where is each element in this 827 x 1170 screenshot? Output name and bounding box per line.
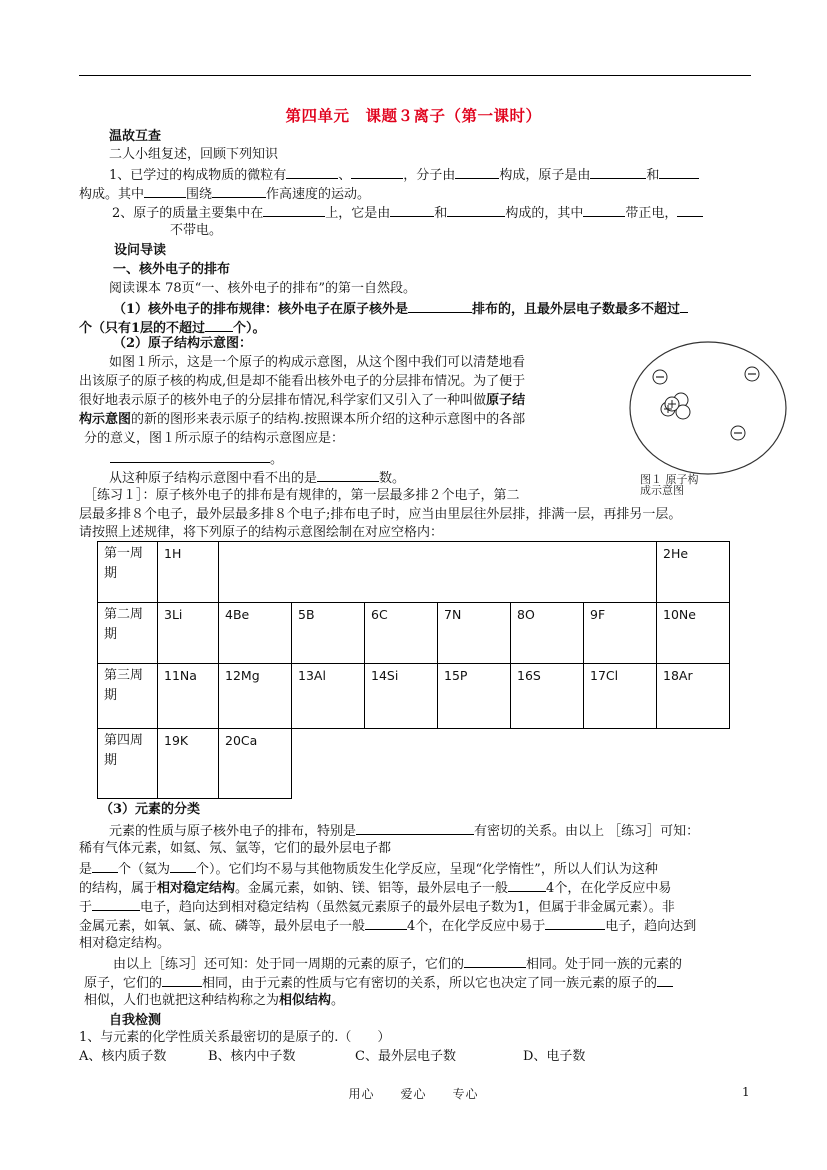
text: 围绕 xyxy=(186,187,213,202)
option-b[interactable]: B、核内中子数 xyxy=(208,1049,296,1064)
text: 个）。 xyxy=(233,321,266,336)
text: 和 xyxy=(646,168,660,183)
text: 4个，在化学反应中易 xyxy=(546,881,672,896)
blank[interactable] xyxy=(390,203,434,217)
review-q1-line2 xyxy=(79,184,370,203)
figure-caption: 成示意图 xyxy=(640,484,684,495)
text: 1、已学过的构成物质的微粒有 xyxy=(109,168,287,183)
answer-line xyxy=(110,449,283,468)
element-cell[interactable]: 20Ca xyxy=(219,729,292,799)
review-q2-line1 xyxy=(112,203,703,222)
text: 电子，趋向达到相对稳定结构（虽然氦元素原子的最外层电子数为1，但属于非金属元素）。非 xyxy=(140,900,675,915)
page-title: 第四单元 课题３离子（第一课时） xyxy=(285,106,542,125)
element-cell[interactable]: 10Ne xyxy=(657,603,730,664)
atom-boundary xyxy=(630,342,786,474)
blank[interactable] xyxy=(408,299,472,313)
period-label: 第一周期 xyxy=(98,542,158,603)
exercise-line: 层最多排８个电子，最外层最多排８个电子;排布电子时，应当由里层往外层排，排满一层，再排另一层。 xyxy=(79,507,682,522)
element-cell[interactable]: 2He xyxy=(657,542,730,603)
text: 。 xyxy=(270,452,284,467)
para-line: 如图１所示，这是一个原子的构成示意图，从这个图中我们可以清楚地看 xyxy=(109,355,526,370)
text: 个（只有1层的不超过 xyxy=(79,321,206,336)
text: 、 xyxy=(338,168,352,183)
text: 元素的性质与原子核外电子的排布，特别是 xyxy=(109,824,357,839)
figure-caption: 图１ 原子构 xyxy=(640,473,699,486)
element-cell[interactable]: 19K xyxy=(158,729,219,799)
classify-line xyxy=(84,973,673,992)
text: 2、原子的质量主要集中在 xyxy=(112,206,264,221)
element-cell[interactable]: 15P xyxy=(438,664,511,729)
blank[interactable] xyxy=(110,449,270,463)
atom-diagram-svg xyxy=(628,340,788,495)
para-line xyxy=(79,411,525,428)
review-intro: 二人小组复述，回顾下列知识 xyxy=(109,147,279,162)
periodic-table xyxy=(97,541,730,799)
text: 个（氦为 xyxy=(118,862,171,877)
guide-heading: 设问导读 xyxy=(114,243,167,258)
text: 的新的图形来表示原子的结构.按照课本所介绍的这种示意图中的各部 xyxy=(131,412,526,427)
text: （1）核外电子的排布规律：核外电子在原子核外是 xyxy=(113,302,409,317)
empty-cell xyxy=(292,729,730,799)
text: 带正电， xyxy=(625,206,678,221)
text: 。金属元素，如钠、镁、铝等，最外层电子一般 xyxy=(235,881,509,896)
text: 构成，原子是由 xyxy=(499,168,591,183)
text: 相对稳定结构 xyxy=(157,881,236,896)
classify-line xyxy=(84,992,344,1009)
text: 4个，在化学反应中易于 xyxy=(407,919,546,934)
period-label: 第四周期 xyxy=(98,729,158,799)
element-cell[interactable]: 1H xyxy=(158,542,219,603)
element-cell[interactable]: 8O xyxy=(511,603,584,664)
classify-heading: （3）元素的分类 xyxy=(100,802,201,817)
empty-cell xyxy=(219,542,657,603)
text: 构示意图 xyxy=(79,412,132,427)
blank[interactable] xyxy=(170,859,196,873)
text: 相同，由于元素的性质与它有密切的关系，所以它也决定了同一族元素的原子的 xyxy=(202,976,658,991)
classify-line xyxy=(109,821,699,840)
reading-instruction: 阅读课本 78页“一、核外电子的排布”的第一自然段。 xyxy=(109,281,416,296)
text: 电子，趋向达到 xyxy=(605,919,697,934)
blank[interactable] xyxy=(212,184,266,198)
classify-line: 稀有气体元素，如氦、氖、氩等，它们的最外层电子都 xyxy=(79,841,392,856)
blank[interactable] xyxy=(263,203,325,217)
text: 是 xyxy=(79,862,93,877)
para-line: 分的意义，图１所示原子的结构示意图应是： xyxy=(84,431,345,446)
option-d[interactable]: D、电子数 xyxy=(523,1049,586,1064)
blank[interactable] xyxy=(365,916,407,930)
para-line: 出该原子的原子核的构成,但是却不能看出核外电子的分层排布情况。为了便于 xyxy=(79,374,526,389)
blank[interactable] xyxy=(590,165,646,179)
classify-line xyxy=(79,859,658,878)
classify-line xyxy=(79,897,675,916)
text: 原子结 xyxy=(486,393,526,408)
blank[interactable] xyxy=(680,299,688,313)
element-cell[interactable]: 14Si xyxy=(365,664,438,729)
blank[interactable] xyxy=(92,859,118,873)
element-cell[interactable]: 12Mg xyxy=(219,664,292,729)
rule-line1 xyxy=(113,299,688,318)
blank[interactable] xyxy=(508,878,546,892)
page-number: 1 xyxy=(742,1085,750,1099)
text: 有密切的关系。由以上 ［练习］可知： xyxy=(474,824,700,839)
classify-line xyxy=(79,878,671,897)
exercise-line: 请按照上述规律，将下列原子的结构示意图绘制在对应空格内： xyxy=(79,525,444,540)
review-q1-line1 xyxy=(109,165,699,184)
blank[interactable] xyxy=(144,184,186,198)
text: 个）。它们均不易与其他物质发生化学反应，呈现“化学惰性”，所以人们认为这种 xyxy=(196,862,658,877)
review-heading: 温故互查 xyxy=(109,129,162,144)
text: 相似，人们也就把这种结构称之为 xyxy=(84,993,280,1008)
text: （2）原子结构示意图： xyxy=(113,336,253,351)
blank[interactable] xyxy=(455,165,499,179)
text: 由以上［练习］还可知：处于同一周期的元素的原子，它们的 xyxy=(113,957,465,972)
text: 。 xyxy=(331,993,345,1008)
text: 相同。处于同一族的元素的 xyxy=(526,957,683,972)
text: 很好地表示原子的核外电子的分层排布情况,科学家们又引入了一种叫做 xyxy=(79,393,487,408)
text: 数。 xyxy=(379,471,406,486)
section1-heading: 一、核外电子的排布 xyxy=(113,262,231,277)
header-rule xyxy=(79,75,751,76)
self-check-heading: 自我检测 xyxy=(109,1013,162,1028)
option-c[interactable]: C、最外层电子数 xyxy=(355,1049,456,1064)
diagram-heading xyxy=(113,335,252,352)
para-line xyxy=(109,468,405,487)
period-label: 第三周期 xyxy=(98,664,158,729)
text: 构成的，其中 xyxy=(505,206,584,221)
review-q2-line2: 不带电。 xyxy=(170,223,223,238)
element-cell[interactable]: 3Li xyxy=(158,603,219,664)
table-row xyxy=(98,729,730,799)
text: 和 xyxy=(434,206,448,221)
text: ，分子由 xyxy=(403,168,456,183)
element-cell[interactable]: 4Be xyxy=(219,603,292,664)
blank[interactable] xyxy=(464,954,526,968)
period-label: 第二周期 xyxy=(98,603,158,664)
blank[interactable] xyxy=(659,165,699,179)
element-cell[interactable]: 6C xyxy=(365,603,438,664)
table-row xyxy=(98,603,730,664)
classify-line: 相对稳定结构。 xyxy=(79,936,171,951)
classify-line xyxy=(79,916,696,935)
blank[interactable] xyxy=(286,165,338,179)
question: 1、与元素的化学性质关系最密切的是原子的.（ ） xyxy=(79,1030,391,1045)
atom-figure xyxy=(628,340,788,495)
blank[interactable] xyxy=(351,165,403,179)
table-row xyxy=(98,664,730,729)
element-cell[interactable]: 9F xyxy=(584,603,657,664)
table-row xyxy=(98,542,730,603)
blank[interactable] xyxy=(205,318,233,332)
text: 作高速度的运动。 xyxy=(266,187,371,202)
blank[interactable] xyxy=(317,468,379,482)
footer-motto: 用心 爱心 专心 xyxy=(348,1087,479,1101)
text: 从这种原子结构示意图中看不出的是 xyxy=(109,471,318,486)
blank[interactable] xyxy=(92,897,140,911)
element-cell[interactable]: 17Cl xyxy=(584,664,657,729)
blank[interactable] xyxy=(583,203,625,217)
element-cell[interactable]: 13Al xyxy=(292,664,365,729)
text: 金属元素，如氧、氯、硫、磷等，最外层电子一般 xyxy=(79,919,366,934)
element-cell[interactable]: 16S xyxy=(511,664,584,729)
blank[interactable] xyxy=(545,916,605,930)
blank[interactable] xyxy=(356,821,474,835)
para-line xyxy=(79,392,525,409)
element-cell[interactable]: 7N xyxy=(438,603,511,664)
text: 排布的，且最外层电子数最多不超过 xyxy=(472,302,681,317)
text: 的结构，属于 xyxy=(79,881,158,896)
text: 原子，它们的 xyxy=(84,976,163,991)
blank[interactable] xyxy=(677,203,703,217)
blank[interactable] xyxy=(162,973,202,987)
exercise-line: ［练习１］：原子核外电子的排布是有规律的，第一层最多排２个电子，第二 xyxy=(84,488,520,503)
text: 于 xyxy=(79,900,93,915)
blank[interactable] xyxy=(657,973,673,987)
text: 相似结构 xyxy=(279,993,332,1008)
text: 构成。其中 xyxy=(79,187,145,202)
text: 上，它是由 xyxy=(325,206,391,221)
option-a[interactable]: A、核内质子数 xyxy=(79,1049,167,1064)
blank[interactable] xyxy=(447,203,505,217)
element-cell[interactable]: 5B xyxy=(292,603,365,664)
element-cell[interactable]: 18Ar xyxy=(657,664,730,729)
element-cell[interactable]: 11Na xyxy=(158,664,219,729)
classify-line xyxy=(113,954,682,973)
nucleus xyxy=(661,393,690,419)
